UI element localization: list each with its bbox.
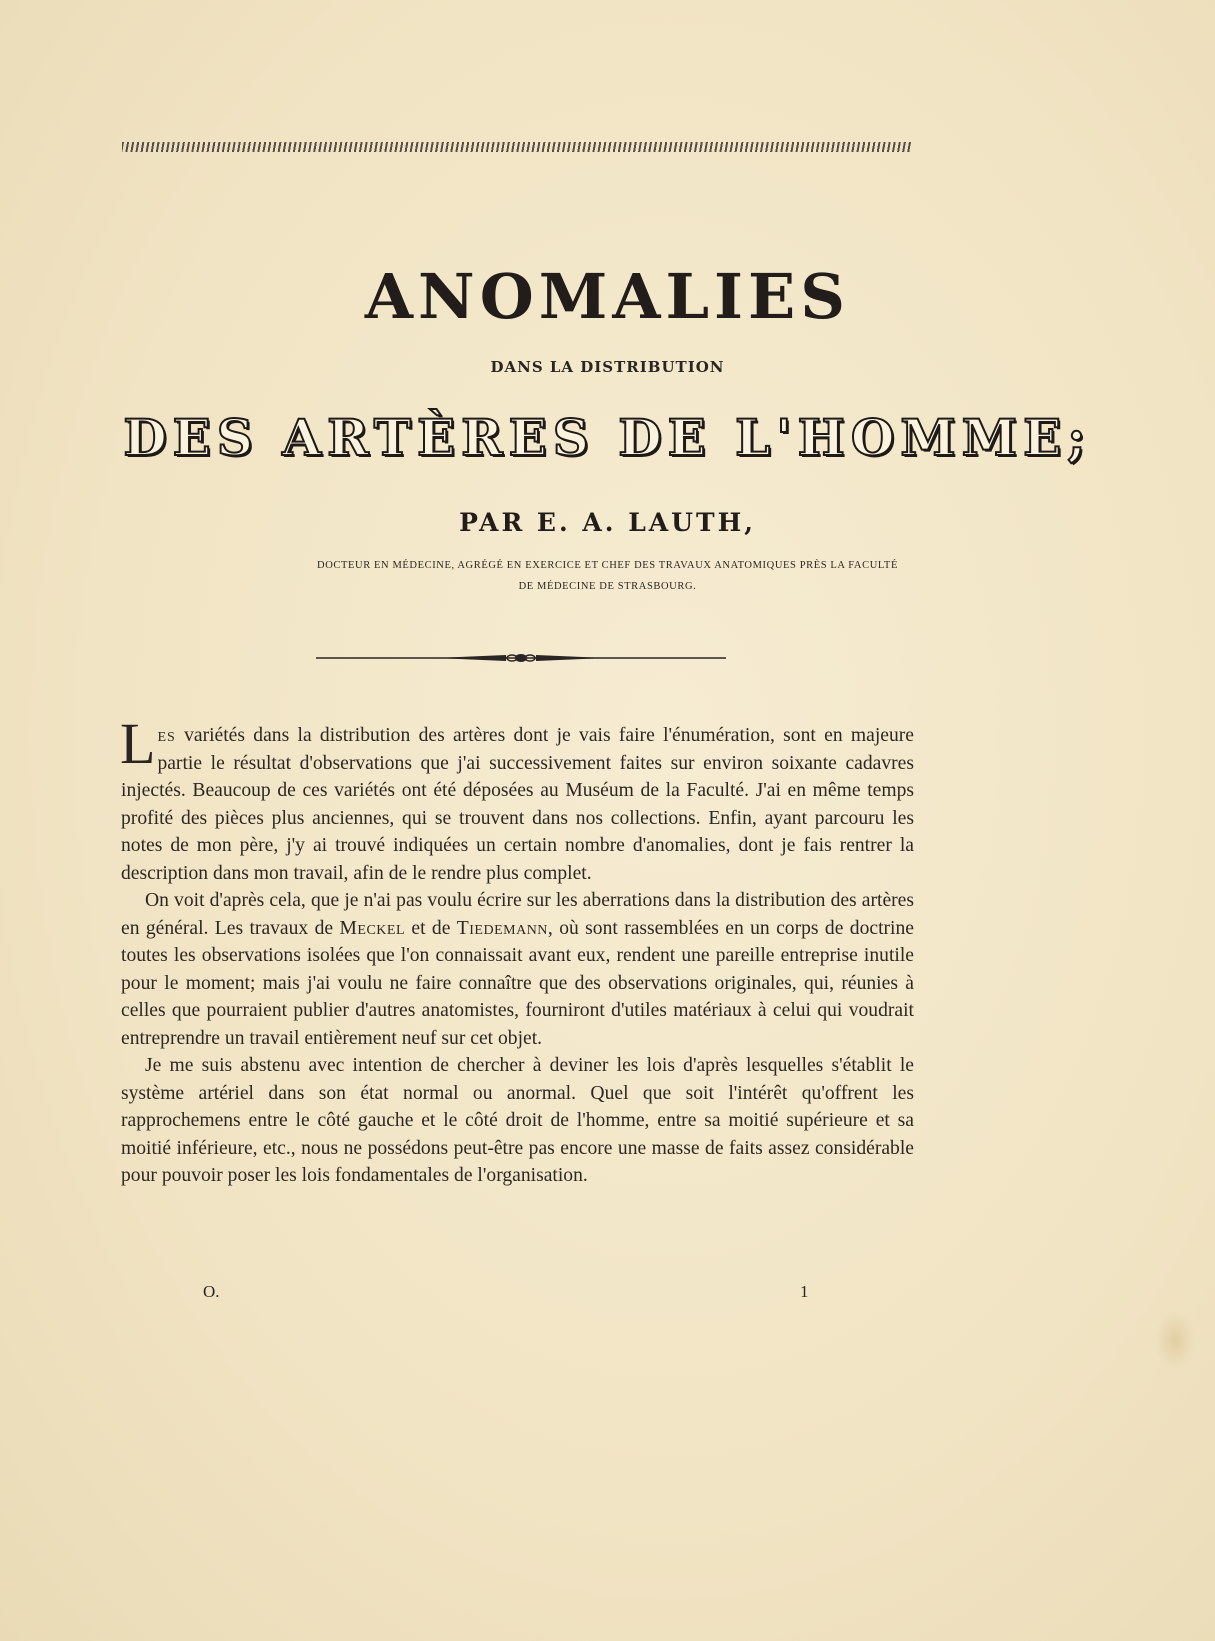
paragraph-3: Je me suis abstenu avec intention de chercher à deviner les lois d'après lesquelles s'établit le système artériel dans son état normal ou anormal. Quel que soit l'intérêt qu'offrent les rapprochemens entre le côté gauche et le côté droit de l'homme, entre sa moitié supérieure et sa moitié inférieure, etc., nous ne possédons peut-être pas encore une masse de faits assez considérable pour pouvoir poser les lois fondamentales de l'organisation. (121, 1055, 914, 1186)
credentials-line-2: DE MÉDECINE DE STRASBOURG. (518, 581, 697, 592)
paragraph-1 (120, 711, 914, 887)
page-title: ANOMALIES (364, 260, 851, 333)
paragraph-2-text-a: On voit d'après cela, que je n'ai pas voulu écrire sur les aberrations dans la distribution des artères en général. Les travaux de (121, 890, 914, 939)
body-text (120, 711, 914, 1190)
name-meckel: Meckel (339, 917, 406, 939)
author-line: PAR E. A. LAUTH, (459, 508, 756, 537)
paragraph-1-text: variétés dans la distribution des artères dont je vais faire l'énumération, sont en majeure partie le résultat d'observations que j'ai successivement faites sur environ soixante cadavres injectés. Beaucoup de ces variétés ont été déposées au Muséum de la Faculté. J'ai en même temps profité des pièces plus anciennes, qui se trouvent dans nos collections. Enfin, ayant parcouru les notes de mon père, j'y ai trouvé indiquées un certain nombre d'anomalies, dont je fais rentrer la description dans mon travail, afin de le rendre plus complet. (121, 725, 914, 884)
subtitle-line-2: DES ARTÈRES DE L'HOMME; (123, 408, 1092, 467)
subtitle-line-1: DANS LA DISTRIBUTION (490, 358, 725, 376)
signature-mark-right: 1 (800, 1282, 809, 1301)
paragraph-2-text-b: et de (405, 917, 457, 939)
credentials-line-1: DOCTEUR EN MÉDECINE, AGRÉGÉ EN EXERCICE ET CHEF DES TRAVAUX ANATOMIQUES PRÈS LA FACULTÉ (317, 560, 898, 571)
drop-cap: L (120, 711, 156, 776)
lead-smallcaps: es (157, 725, 176, 746)
author-credentials (130, 555, 1085, 597)
signature-mark-left: O. (203, 1282, 220, 1301)
name-tiedemann: Tiedemann (456, 917, 548, 939)
paragraph-2 (121, 887, 914, 1052)
paper-stain (1155, 1310, 1195, 1370)
paragraph-2-text-c: , où sont rassemblées en un corps de doctrine toutes les observations isolées que l'on connaissait avant eux, rendent une pareille entreprise inutile pour le moment; mais j'ai voulu ne faire connaître que des observations originales, qui, réunies à celles que pourraient publier d'autres anatomistes, fourniront d'utiles matériaux à celui qui voudrait entreprendre un travail entièrement neuf sur cet objet. (121, 917, 914, 1049)
ornamental-top-rule (122, 142, 912, 152)
ornamental-divider (316, 651, 726, 665)
